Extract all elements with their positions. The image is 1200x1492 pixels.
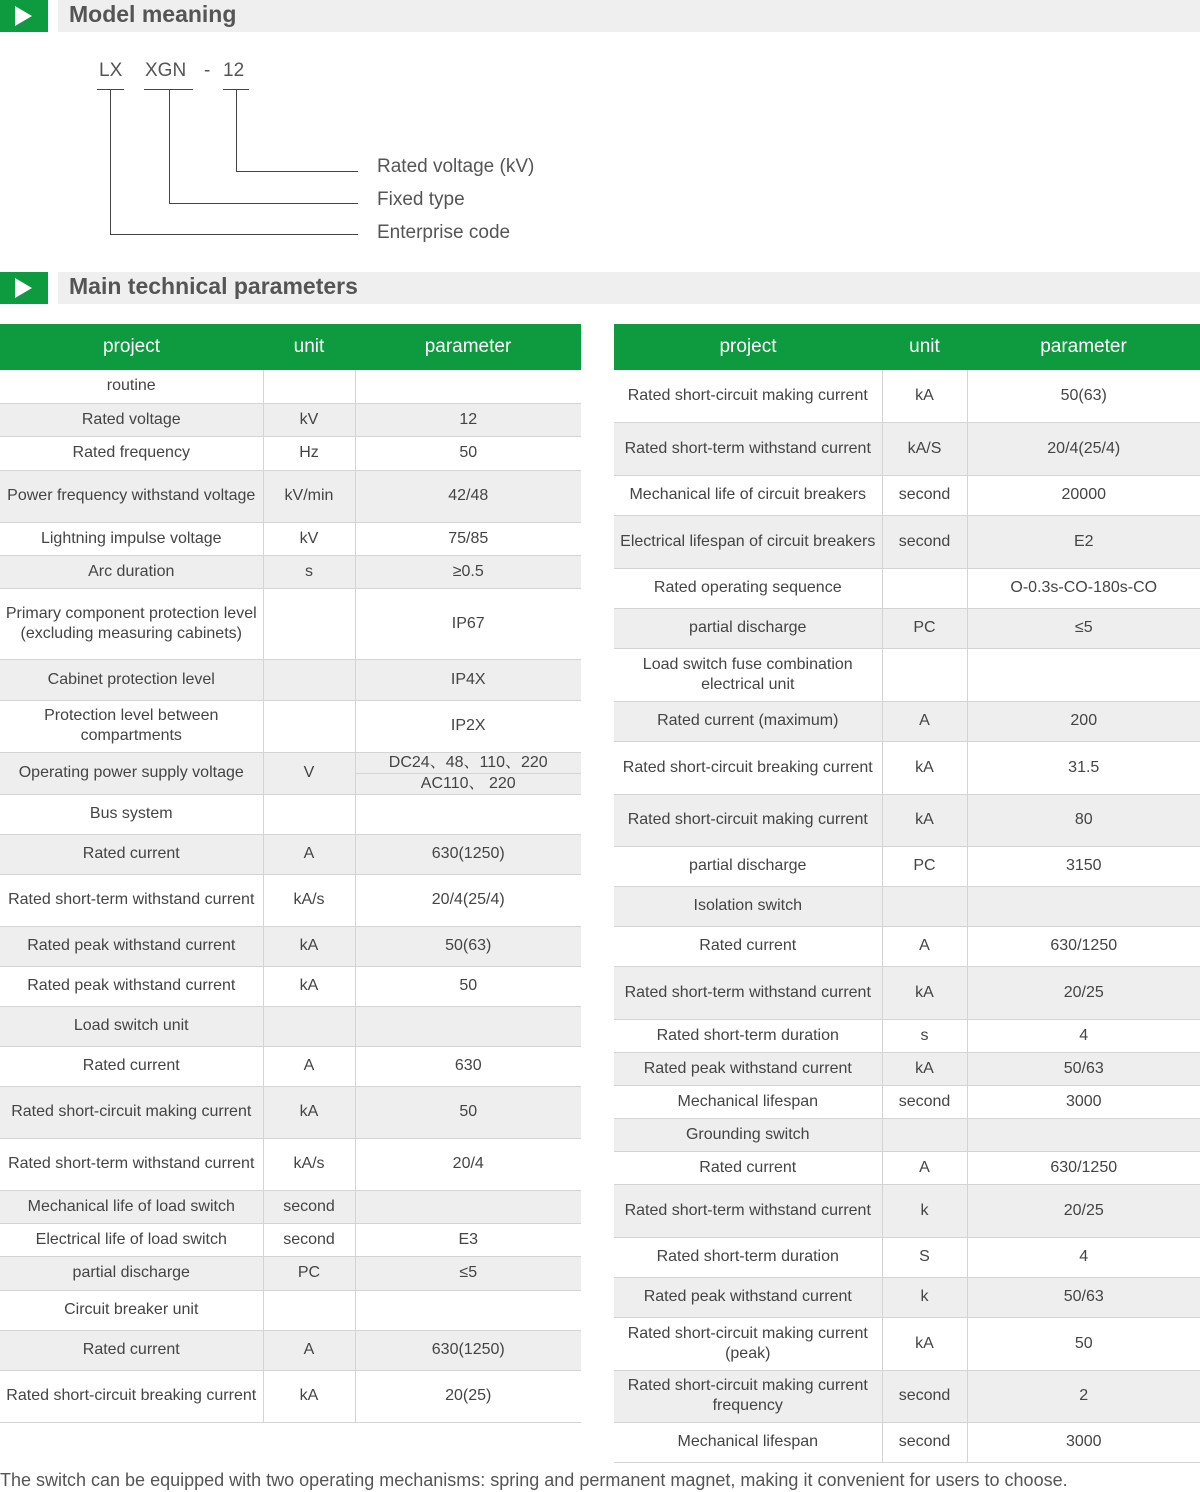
cell-project: Operating power supply voltage (0, 752, 263, 794)
table-row (0, 1256, 581, 1290)
table-row (614, 1237, 1200, 1277)
cell-unit (263, 1006, 355, 1046)
cell-parameter: 42/48 (355, 470, 581, 522)
cell-unit (263, 588, 355, 659)
cell-unit: A (882, 701, 967, 741)
cell-project: Rated short-term withstand current (0, 874, 263, 926)
cell-project: routine (0, 370, 263, 403)
section-header-params (0, 272, 1200, 304)
cell-unit: second (263, 1190, 355, 1223)
cell-project: Bus system (0, 794, 263, 834)
cell-project: Rated current (614, 926, 882, 966)
code-lx: LX (99, 60, 123, 81)
connector-12-vertical (236, 89, 237, 171)
cell-unit (263, 370, 355, 403)
cell-parameter: 50/63 (967, 1277, 1200, 1317)
table-row (0, 588, 581, 659)
cell-parameter: DC24、48、110、220 (355, 752, 581, 773)
table-row (0, 1190, 581, 1223)
cell-parameter: 630 (355, 1046, 581, 1086)
cell-unit: kA/s (263, 874, 355, 926)
cell-parameter: 3000 (967, 1085, 1200, 1118)
cell-unit: kV/min (263, 470, 355, 522)
header-unit: unit (882, 324, 967, 370)
cell-project: partial discharge (614, 846, 882, 886)
cell-project: Rated short-term withstand current (614, 1184, 882, 1237)
cell-parameter (967, 648, 1200, 701)
table-row (0, 555, 581, 588)
cell-unit (263, 700, 355, 752)
cell-unit: kA (882, 1317, 967, 1370)
section-title-params: Main technical parameters (69, 273, 358, 299)
cell-parameter: 50 (967, 1317, 1200, 1370)
cell-unit: Hz (263, 436, 355, 470)
cell-project: Mechanical lifespan (614, 1085, 882, 1118)
cell-unit: k (882, 1184, 967, 1237)
cell-unit: kA/S (882, 422, 967, 475)
label-enterprise-code: Enterprise code (377, 222, 511, 243)
cell-project: Arc duration (0, 555, 263, 588)
cell-parameter: 50/63 (967, 1052, 1200, 1085)
cell-parameter (355, 1290, 581, 1330)
label-fixed-type: Fixed type (377, 189, 465, 210)
label-rated-voltage: Rated voltage (kV) (377, 156, 535, 177)
cell-project: Rated short-term duration (614, 1019, 882, 1052)
cell-parameter: 2 (967, 1370, 1200, 1422)
cell-project: Rated short-term withstand current (614, 422, 882, 475)
table-row (614, 568, 1200, 608)
cell-project: Protection level between compartments (0, 700, 263, 752)
table-row (614, 886, 1200, 926)
table-row (0, 1086, 581, 1138)
code-12: 12 (223, 60, 245, 81)
table-row (614, 1118, 1200, 1151)
header-project: project (0, 324, 263, 370)
footer-note: The switch can be equipped with two operating mechanisms: spring and permanent magnet, making it convenient for users to choose. (0, 1470, 1068, 1490)
table-row (0, 1290, 581, 1330)
cell-project: Rated current (614, 1151, 882, 1184)
table-row (614, 1184, 1200, 1237)
cell-project: Electrical lifespan of circuit breakers (614, 515, 882, 568)
cell-parameter: 20/25 (967, 966, 1200, 1019)
cell-project: Rated short-circuit breaking current (614, 741, 882, 794)
header-parameter: parameter (967, 324, 1200, 370)
code-xgn: XGN (145, 60, 187, 81)
cell-parameter: 3000 (967, 1422, 1200, 1462)
table-row (614, 1277, 1200, 1317)
connector-lx-horizontal (110, 234, 358, 235)
table-row (614, 1317, 1200, 1370)
cell-project: Circuit breaker unit (0, 1290, 263, 1330)
connector-12-horizontal (236, 171, 358, 172)
cell-unit (882, 886, 967, 926)
cell-parameter: IP2X (355, 700, 581, 752)
cell-project: Rated short-circuit making current (0, 1086, 263, 1138)
cell-project: Electrical life of load switch (0, 1223, 263, 1256)
cell-unit: second (882, 475, 967, 515)
cell-unit: A (263, 1046, 355, 1086)
cell-parameter: IP4X (355, 659, 581, 700)
connector-lx-vertical (110, 89, 111, 234)
cell-parameter: 20/4 (355, 1138, 581, 1190)
cell-unit (882, 648, 967, 701)
cell-parameter: 630/1250 (967, 1151, 1200, 1184)
cell-parameter: 50 (355, 436, 581, 470)
cell-unit: kA (263, 966, 355, 1006)
cell-parameter: ≤5 (355, 1256, 581, 1290)
table-row (614, 701, 1200, 741)
cell-unit: kA (882, 1052, 967, 1085)
cell-unit: kA (263, 1086, 355, 1138)
table-row (614, 648, 1200, 701)
play-icon (0, 0, 48, 32)
table-row (614, 926, 1200, 966)
table-row (0, 470, 581, 522)
cell-project: partial discharge (614, 608, 882, 648)
cell-parameter: ≥0.5 (355, 555, 581, 588)
cell-project: Mechanical life of load switch (0, 1190, 263, 1223)
cell-project: Lightning impulse voltage (0, 522, 263, 555)
table-row (614, 794, 1200, 846)
table-row (0, 1006, 581, 1046)
cell-unit: V (263, 752, 355, 794)
cell-unit (882, 1118, 967, 1151)
cell-parameter: AC110、 220 (355, 773, 581, 794)
cell-parameter: 20(25) (355, 1370, 581, 1422)
cell-project: Rated short-circuit breaking current (0, 1370, 263, 1422)
cell-parameter: IP67 (355, 588, 581, 659)
table-row (0, 1046, 581, 1086)
table-row (614, 741, 1200, 794)
section-title-model: Model meaning (69, 1, 237, 27)
cell-unit: PC (263, 1256, 355, 1290)
table-row (614, 515, 1200, 568)
cell-project: partial discharge (0, 1256, 263, 1290)
cell-project: Load switch unit (0, 1006, 263, 1046)
cell-unit: second (263, 1223, 355, 1256)
code-dash: - (204, 60, 211, 81)
table-row (0, 874, 581, 926)
cell-parameter: E2 (967, 515, 1200, 568)
cell-parameter (355, 370, 581, 403)
cell-parameter: 200 (967, 701, 1200, 741)
cell-parameter (355, 1006, 581, 1046)
cell-unit: A (263, 834, 355, 874)
cell-parameter (967, 886, 1200, 926)
cell-project: Rated current (0, 1330, 263, 1370)
cell-project: Mechanical life of circuit breakers (614, 475, 882, 515)
cell-unit: kA (882, 794, 967, 846)
cell-parameter: E3 (355, 1223, 581, 1256)
table-row (614, 608, 1200, 648)
cell-project: Primary component protection level (excluding measuring cabinets) (0, 588, 263, 659)
cell-project: Rated peak withstand current (614, 1052, 882, 1085)
table-row (614, 1370, 1200, 1422)
table-row (0, 522, 581, 555)
cell-project: Rated voltage (0, 403, 263, 436)
cell-project: Rated short-term withstand current (0, 1138, 263, 1190)
cell-unit: kA (263, 1370, 355, 1422)
cell-unit: A (263, 1330, 355, 1370)
connector-xgn-horizontal (169, 203, 358, 204)
cell-parameter: 630(1250) (355, 1330, 581, 1370)
table-row (0, 834, 581, 874)
play-icon (0, 272, 48, 304)
cell-unit: A (882, 1151, 967, 1184)
cell-unit: second (882, 1422, 967, 1462)
cell-unit: second (882, 515, 967, 568)
cell-parameter: 630(1250) (355, 834, 581, 874)
header-parameter: parameter (355, 324, 581, 370)
cell-parameter: 3150 (967, 846, 1200, 886)
header-unit: unit (263, 324, 355, 370)
table-row (0, 794, 581, 834)
cell-parameter (355, 1190, 581, 1223)
cell-parameter: 20000 (967, 475, 1200, 515)
cell-unit: kA (882, 741, 967, 794)
cell-parameter: 50(63) (967, 370, 1200, 422)
table-row (0, 1138, 581, 1190)
cell-unit: kA (882, 370, 967, 422)
cell-project: Isolation switch (614, 886, 882, 926)
cell-unit (263, 659, 355, 700)
cell-unit (263, 1290, 355, 1330)
cell-unit: k (882, 1277, 967, 1317)
cell-project: Rated short-circuit making current (614, 370, 882, 422)
table-row (0, 436, 581, 470)
cell-parameter: 12 (355, 403, 581, 436)
cell-project: Rated peak withstand current (0, 966, 263, 1006)
cell-project: Rated operating sequence (614, 568, 882, 608)
table-row (0, 966, 581, 1006)
cell-parameter: 75/85 (355, 522, 581, 555)
cell-unit: second (882, 1085, 967, 1118)
cell-project: Rated current (maximum) (614, 701, 882, 741)
cell-project: Rated frequency (0, 436, 263, 470)
table-row (614, 1085, 1200, 1118)
table-row (614, 422, 1200, 475)
cell-unit: kV (263, 522, 355, 555)
table-row (0, 659, 581, 700)
cell-parameter: ≤5 (967, 608, 1200, 648)
cell-project: Rated short-circuit making current (614, 794, 882, 846)
table-row (614, 1019, 1200, 1052)
table-row (0, 403, 581, 436)
cell-unit: second (882, 1370, 967, 1422)
cell-unit (882, 568, 967, 608)
table-row (614, 1052, 1200, 1085)
cell-project: Rated short-circuit making current (peak) (614, 1317, 882, 1370)
table-row (0, 752, 581, 773)
cell-project: Rated current (0, 1046, 263, 1086)
cell-unit: A (882, 926, 967, 966)
cell-parameter: 50 (355, 966, 581, 1006)
cell-unit: kA (882, 966, 967, 1019)
table-row (614, 1151, 1200, 1184)
cell-parameter: 31.5 (967, 741, 1200, 794)
cell-project: Cabinet protection level (0, 659, 263, 700)
cell-unit: kV (263, 403, 355, 436)
header-project: project (614, 324, 882, 370)
table-row (614, 475, 1200, 515)
cell-parameter: 20/4(25/4) (967, 422, 1200, 475)
cell-project: Rated short-term withstand current (614, 966, 882, 1019)
cell-parameter: 20/4(25/4) (355, 874, 581, 926)
section-header-model (0, 0, 1200, 32)
cell-parameter: 4 (967, 1019, 1200, 1052)
table-row (0, 700, 581, 752)
cell-unit: kA/s (263, 1138, 355, 1190)
cell-unit: s (882, 1019, 967, 1052)
cell-unit: S (882, 1237, 967, 1277)
cell-unit: kA (263, 926, 355, 966)
cell-parameter (355, 794, 581, 834)
table-row (614, 846, 1200, 886)
cell-project: Rated current (0, 834, 263, 874)
table-row (614, 1422, 1200, 1462)
cell-project: Mechanical lifespan (614, 1422, 882, 1462)
cell-parameter: 4 (967, 1237, 1200, 1277)
parameters-table-right (614, 324, 1200, 1463)
table-row (0, 1223, 581, 1256)
cell-project: Rated peak withstand current (0, 926, 263, 966)
cell-parameter: 20/25 (967, 1184, 1200, 1237)
cell-project: Rated peak withstand current (614, 1277, 882, 1317)
table-row (614, 966, 1200, 1019)
cell-project: Rated short-term duration (614, 1237, 882, 1277)
cell-parameter: 80 (967, 794, 1200, 846)
cell-project: Power frequency withstand voltage (0, 470, 263, 522)
model-meaning-diagram (0, 40, 700, 270)
cell-project: Rated short-circuit making current frequency (614, 1370, 882, 1422)
parameters-table-left (0, 324, 581, 1423)
cell-unit (263, 794, 355, 834)
cell-parameter: O-0.3s-CO-180s-CO (967, 568, 1200, 608)
table-row (614, 370, 1200, 422)
table-row (0, 370, 581, 403)
cell-parameter (967, 1118, 1200, 1151)
cell-unit: s (263, 555, 355, 588)
cell-project: Grounding switch (614, 1118, 882, 1151)
table-row (0, 1330, 581, 1370)
cell-unit: PC (882, 846, 967, 886)
cell-project: Load switch fuse combination electrical unit (614, 648, 882, 701)
cell-parameter: 50(63) (355, 926, 581, 966)
cell-parameter: 50 (355, 1086, 581, 1138)
cell-unit: PC (882, 608, 967, 648)
table-row (0, 1370, 581, 1422)
table-row (0, 926, 581, 966)
cell-parameter: 630/1250 (967, 926, 1200, 966)
connector-xgn-vertical (169, 89, 170, 203)
